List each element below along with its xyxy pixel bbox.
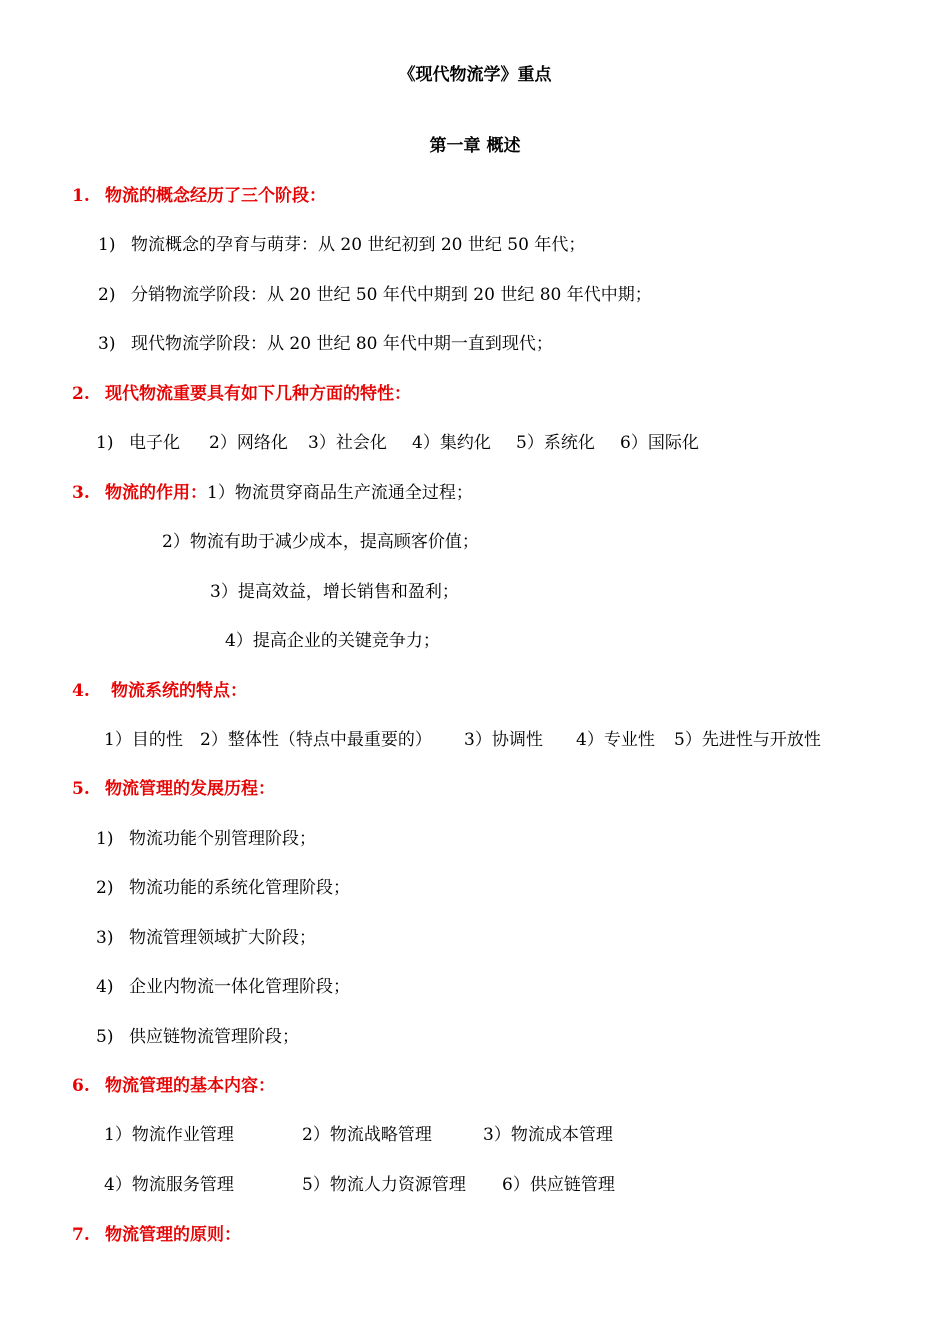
list-item: 4) 企业内物流一体化管理阶段； bbox=[96, 977, 350, 997]
list-item: 2）物流战略管理 bbox=[302, 1125, 432, 1145]
list-item: 4）集约化 bbox=[412, 433, 491, 453]
list-item: 3）提高效益，增长销售和盈利； bbox=[210, 582, 459, 602]
section-1-heading: 1. 物流的概念经历了三个阶段： bbox=[72, 186, 326, 206]
list-item: 6）供应链管理 bbox=[502, 1175, 615, 1195]
list-item: 5）系统化 bbox=[516, 433, 595, 453]
list-item: 3) 现代物流学阶段：从 20 世纪 80 年代中期一直到现代； bbox=[98, 334, 553, 354]
section-3-heading: 3. 物流的作用：1）物流贯穿商品生产流通全过程； bbox=[72, 483, 473, 503]
list-item: 5）物流人力资源管理 bbox=[302, 1175, 466, 1195]
list-item: 1) 电子化 bbox=[96, 433, 180, 453]
list-item: 1）物流作业管理 bbox=[104, 1125, 234, 1145]
section-2-heading: 2. 现代物流重要具有如下几种方面的特性： bbox=[72, 384, 411, 404]
list-item: 1）目的性 bbox=[104, 730, 183, 750]
list-item: 1）物流贯穿商品生产流通全过程； bbox=[207, 483, 473, 503]
list-item: 1) 物流概念的孕育与萌芽：从 20 世纪初到 20 世纪 50 年代； bbox=[98, 235, 586, 255]
section-4-heading: 4. 物流系统的特点： bbox=[72, 681, 247, 701]
list-item: 3) 物流管理领域扩大阶段； bbox=[96, 928, 316, 948]
section-6-heading: 6. 物流管理的基本内容： bbox=[72, 1076, 275, 1096]
list-item: 5）先进性与开放性 bbox=[674, 730, 821, 750]
list-item: 3）协调性 bbox=[464, 730, 543, 750]
list-item: 2) 物流功能的系统化管理阶段； bbox=[96, 878, 350, 898]
list-item: 2）网络化 bbox=[209, 433, 288, 453]
list-item: 1) 物流功能个别管理阶段； bbox=[96, 829, 316, 849]
list-item: 5) 供应链物流管理阶段； bbox=[96, 1027, 299, 1047]
chapter-heading: 第一章 概述 bbox=[429, 136, 521, 156]
list-item: 4）专业性 bbox=[576, 730, 655, 750]
list-item: 2）物流有助于减少成本，提高顾客价值； bbox=[162, 532, 479, 552]
list-item: 2) 分销物流学阶段：从 20 世纪 50 年代中期到 20 世纪 80 年代中期； bbox=[98, 285, 652, 305]
list-item: 3）社会化 bbox=[308, 433, 387, 453]
list-item: 4）物流服务管理 bbox=[104, 1175, 234, 1195]
list-item: 6）国际化 bbox=[620, 433, 699, 453]
list-item: 4）提高企业的关键竞争力； bbox=[225, 631, 440, 651]
list-item: 2）整体性（特点中最重要的） bbox=[200, 730, 432, 750]
section-7-heading: 7. 物流管理的原则： bbox=[72, 1225, 241, 1245]
section-5-heading: 5. 物流管理的发展历程： bbox=[72, 779, 275, 799]
document-title: 《现代物流学》重点 bbox=[398, 65, 552, 85]
list-item: 3）物流成本管理 bbox=[483, 1125, 613, 1145]
